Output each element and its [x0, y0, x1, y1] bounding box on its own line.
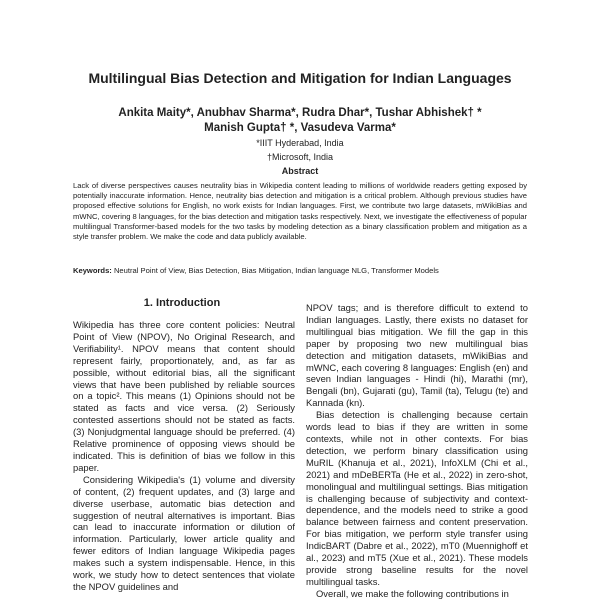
- abstract-heading: Abstract: [281, 166, 319, 176]
- keywords-label: Keywords:: [73, 266, 112, 275]
- authors-line-1: Ankita Maity*, Anubhav Sharma*, Rudra Dhar*, Tushar Abhishek† *: [118, 107, 482, 119]
- author-list: [0, 106, 600, 136]
- paragraph: NPOV tags; and is therefore difficult to extend to Indian languages. Lastly, there exists no dataset for multilingual bias mitigation. We fill the gap in this paper by proposing two new multilingual bias detection and mitigation datasets, mWikiBias and mWNC, each covering 8 languages: English (en) and seven Indian languages - Hindi (hi), Marathi (mr), Bengali (bn), Gujarati (gu), Tamil (ta), Telugu (te) and Kannada (kn).: [306, 302, 528, 409]
- paper-title: Multilingual Bias Detection and Mitigation for Indian Languages: [88, 70, 512, 86]
- affiliation-iiit: *IIIT Hyderabad, India: [256, 138, 344, 148]
- authors-line-2: Manish Gupta† *, Vasudeva Varma*: [204, 122, 396, 134]
- left-column: [73, 319, 295, 593]
- section-heading-introduction: 1. Introduction: [143, 297, 221, 309]
- right-column: [306, 302, 528, 600]
- paragraph: Overall, we make the following contributions in: [316, 587, 509, 599]
- paragraph: Wikipedia has three core content policies: Neutral Point of View (NPOV), No Original Research, and Verifiability¹. NPOV means that content should represent fairly, proportionately, and, as far as possible, without editorial bias, all the significant views that have been published by reliable sources on a topic². This means (1) Opinions should not be stated as facts and vice versa. (2) Seriously contested assertions should not be stated as facts. (3) Nonjudgmental language should be preferred. (4) Relative prominence of opposing views should be indicated. This is definition of bias we follow in this paper.: [73, 319, 295, 473]
- abstract-text: Lack of diverse perspectives causes neutrality bias in Wikipedia content leading to millions of worldwide readers getting exposed by potentially inaccurate information. Hence, neutrality bias detection and mitigation is a critical problem. Although previous studies have proposed effective solutions for English, no work exists for Indian languages. First, we contribute two large datasets, mWikiBias and mWNC, covering 8 languages, for the bias detection and mitigation tasks respectively. Next, we investigate the effectiveness of popular multilingual Transformer-based models for the two tasks by modeling detection as a binary classification problem and mitigation as a style transfer problem. We make the code and data publicly available.: [73, 181, 527, 242]
- paragraph: Bias detection is challenging because certain words lead to bias if they are written in some contexts, while not in other contexts. For bias detection, we perform binary classification using MuRIL (Khanuja et al., 2021), InfoXLM (Chi et al., 2021) and mDeBERTa (He et al., 2022) in zero-shot, monolingual and multilingual settings. Bias mitigation is challenging because of subjectivity and context-dependence, and the models need to strike a good balance between fairness and content preservation. For bias mitigation, we perform style transfer using IndicBART (Dabre et al., 2022), mT0 (Muennighoff et al., 2023) and mT5 (Xue et al., 2021). These models provide strong baseline results for the novel multilingual tasks.: [306, 409, 528, 587]
- keywords: [73, 266, 527, 276]
- affiliation-microsoft: †Microsoft, India: [266, 152, 334, 162]
- keywords-text: Neutral Point of View, Bias Detection, Bias Mitigation, Indian language NLG, Transformer Models: [113, 266, 439, 275]
- paragraph: Considering Wikipedia's (1) volume and diversity of content, (2) frequent updates, and (3) large and diverse userbase, automatic bias detection and suggestion of neutral alternatives is important. Bias can lead to inaccurate information or dilution of information. Particularly, lower article quality and fewer editors of Indian language Wikipedia pages makes such a system indispensable. Hence, in this work, we study how to detect sentences that violate the NPOV guidelines and: [73, 473, 295, 592]
